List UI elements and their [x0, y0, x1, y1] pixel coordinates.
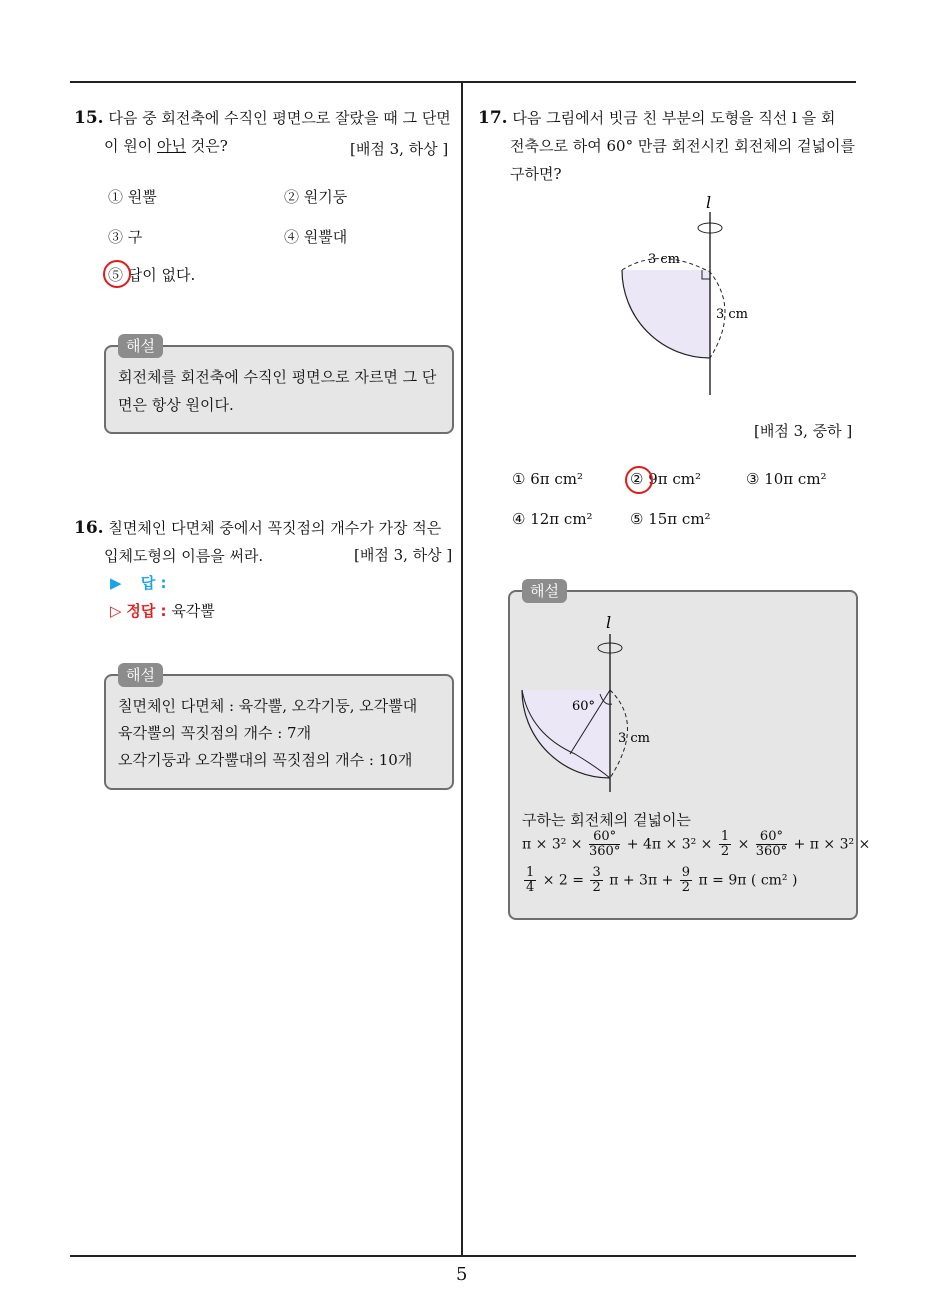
- q17-formula-2b: π + 3π +: [609, 872, 674, 889]
- q17-choice-4[interactable]: ④ 12π cm²: [512, 510, 593, 528]
- q15-choice-2[interactable]: ② 원기둥: [284, 188, 348, 206]
- q17-figure: [600, 190, 750, 400]
- q17-explanation-axis-label: l: [606, 614, 612, 632]
- q17-formula-line-1: [522, 830, 870, 859]
- q17-explanation-tag: 해설: [522, 579, 567, 603]
- q17-formula-line-2: [522, 866, 797, 895]
- q17-formula-frac-6-den: 2: [681, 880, 691, 895]
- q17-formula-frac-5-num: 3: [592, 865, 601, 880]
- q16-answer-marker: ▶: [110, 574, 122, 592]
- q16-explanation-tag: 해설: [118, 663, 163, 687]
- q17-line3: 구하면?: [510, 165, 562, 183]
- q16-correct-value: 육각뿔: [171, 602, 215, 620]
- q17-shaded-region: [622, 270, 710, 358]
- q17-formula-frac-3: [756, 830, 787, 859]
- q15-choice-3[interactable]: ③ 구: [108, 228, 143, 246]
- q17-formula-frac-4: [524, 866, 536, 895]
- q16-correct-row: [110, 600, 215, 621]
- q16-explanation-line-2: 육각뿔의 꼭짓점의 개수 : 7개: [118, 724, 312, 742]
- q17-axis-label: l: [706, 193, 712, 212]
- q15-line1: 다음 중 회전축에 수직인 평면으로 잘랐을 때 그 단면: [108, 109, 451, 127]
- q17-score: [배점 3, 중하 ]: [754, 422, 853, 440]
- q17-formula-frac-6-num: 9: [681, 865, 691, 880]
- q15-number: 15.: [74, 108, 104, 128]
- q17-explanation-text: 구하는 회전체의 겉넓이는: [522, 811, 691, 829]
- q17-formula-frac-2-num: 1: [720, 829, 730, 844]
- q17-formula-frac-1-num: 60°: [589, 830, 620, 845]
- q17-explanation-height-label: 3 cm: [618, 731, 651, 746]
- q16-answer-row: [110, 572, 167, 593]
- q16-explanation-line-1: 칠면체인 다면체 : 육각뿔, 오각기둥, 오각뿔대: [118, 697, 418, 715]
- q15-choice-1[interactable]: ① 원뿔: [108, 188, 157, 206]
- q16-correct-label: 정답 :: [126, 602, 167, 620]
- q17-selected-circle-mark: [625, 466, 653, 494]
- q16-number: 16.: [74, 518, 104, 538]
- q17-formula-frac-5-den: 2: [592, 880, 601, 895]
- q17-formula-frac-2-den: 2: [720, 844, 730, 859]
- q17-formula-1d: + π × 3² ×: [793, 836, 871, 853]
- q17-explanation-angle-label: 60°: [572, 699, 596, 714]
- q15-line2-pre: 이 원이: [104, 137, 158, 155]
- q15-choice-5[interactable]: ⑤ 답이 없다.: [108, 266, 196, 284]
- q17-formula-frac-6: [680, 866, 692, 895]
- q16-explanation-box: [104, 674, 454, 790]
- q17-formula-frac-4-num: 1: [526, 865, 535, 880]
- q16-explanation-line-3: 오각기둥과 오각뿔대의 꼭짓점의 개수 : 10개: [118, 751, 413, 769]
- q17-formula-frac-3-den: 360°: [755, 844, 788, 859]
- q17-line1: 다음 그림에서 빗금 친 부분의 도형을 직선 l 을 회: [512, 109, 836, 127]
- q17-explanation-figure: [520, 614, 670, 794]
- q17-height-label: 3 cm: [716, 307, 749, 322]
- q17-choice-2[interactable]: ② 9π cm²: [630, 470, 702, 488]
- q15-choice-4[interactable]: ④ 원뿔대: [284, 228, 348, 246]
- q17-formula-frac-3-num: 60°: [756, 830, 787, 845]
- q15-explanation-line-1: 회전체를 회전축에 수직인 평면으로 자르면 그 단: [118, 368, 437, 386]
- q17-choice-1[interactable]: ① 6π cm²: [512, 470, 584, 488]
- q15-explanation-line-2: 면은 항상 원이다.: [118, 396, 234, 414]
- q16-line2: 입체도형의 이름을 써라.: [104, 547, 264, 565]
- q17-formula-frac-1-den: 360°: [589, 844, 621, 859]
- q17-choice-3[interactable]: ③ 10π cm²: [746, 470, 827, 488]
- q17-formula-frac-4-den: 4: [526, 880, 535, 895]
- q16-correct-marker: ▷: [110, 602, 122, 620]
- q15-explanation-box: [104, 345, 454, 434]
- q16-score: [배점 3, 하상 ]: [354, 546, 453, 564]
- q17-formula-1a: π × 3² ×: [522, 836, 583, 853]
- column-divider: [461, 81, 463, 1257]
- bottom-rule: [70, 1255, 856, 1257]
- q17-formula-2c: π = 9π ( cm² ): [698, 872, 798, 889]
- q15-explanation-tag: 해설: [118, 334, 163, 358]
- q16-answer-label: 답 :: [140, 574, 167, 592]
- q16-line1: 칠면체인 다면체 중에서 꼭짓점의 개수가 가장 적은: [108, 519, 442, 537]
- q17-explanation-shaded: [522, 690, 610, 778]
- q17-radius-label: 3 cm: [648, 252, 681, 267]
- q15-line2-post: 것은?: [186, 137, 228, 155]
- q17-formula-1b: + 4π × 3² ×: [626, 836, 713, 853]
- q15-line2-underlined: 아닌: [157, 137, 186, 155]
- q17-question: [478, 104, 862, 188]
- q17-explanation-box: [508, 590, 871, 920]
- q17-line2: 전축으로 하여 60° 만큼 회전시킨 회전체의 겉넓이를: [510, 137, 855, 155]
- q15-score: [배점 3, 하상 ]: [350, 140, 449, 158]
- page-number: 5: [456, 1264, 468, 1285]
- q17-formula-2a: × 2 =: [542, 872, 585, 889]
- q17-number: 17.: [478, 108, 508, 128]
- q17-formula-1c: ×: [737, 836, 750, 853]
- q17-formula-frac-1: [589, 830, 620, 859]
- top-rule: [70, 81, 856, 83]
- q17-formula-frac-5: [590, 866, 602, 895]
- q17-formula-frac-2: [719, 830, 731, 859]
- q17-choice-5[interactable]: ⑤ 15π cm²: [630, 510, 711, 528]
- q15-selected-circle-mark: [103, 260, 131, 288]
